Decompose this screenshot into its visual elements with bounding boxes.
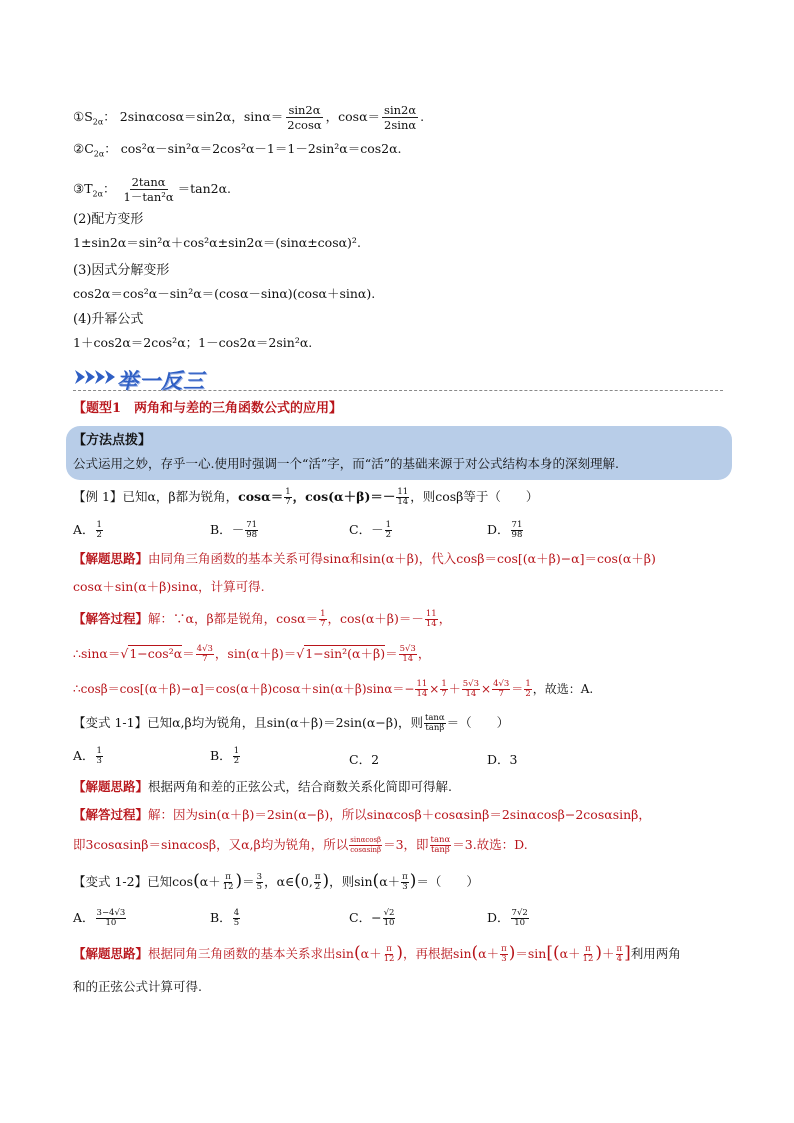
example-tag: 【例 1】 [73,489,123,504]
option-label: B． [210,910,232,925]
sign: − [371,910,382,925]
fraction [96,909,127,928]
numerator: 1 [96,520,102,530]
numerator: 5√3 [462,679,479,689]
section-formula-3: cos2α＝cos²α－sin²α＝(cosα－sinα)(cosα＋sinα). [73,286,376,301]
formula-label: ③T [73,181,93,196]
denominator: 7 [441,689,447,699]
variant12-option-c [349,908,396,928]
fraction [319,610,326,629]
denominator: 3 [96,756,102,766]
proc-text: ＝ [385,646,398,661]
fraction [96,521,103,540]
formula-part: ＝tan2α. [177,181,232,196]
idea-text: 利用两角 [630,946,681,961]
denominator: 2 [525,689,531,699]
numerator: 1 [441,679,447,689]
variant11-proc [73,806,651,824]
numerator: sinαcosβ [350,836,382,844]
fraction [256,873,263,892]
numerator: 4√3 [493,679,510,689]
numerator: tanα [424,713,445,723]
proc-text: ， [438,611,452,626]
numerator: π [585,944,591,954]
example-tag: 【变式 1-1】 [73,715,148,730]
formula-label: ②C [73,141,94,156]
idea-text: ，再根据sin [403,946,472,961]
option-label: A． [73,748,95,763]
numerator: π [386,944,392,954]
variant11-proc-line2 [73,836,528,855]
example1-idea-2: cosα＋sin(α＋β)sinα，计算可得. [73,579,265,594]
formula-part: 2sinαcosα＝sin2α，sinα＝ [119,109,284,124]
example1-proc-line2: ∴sinα＝√1−cos²α＝ $\frac{4√3}{7}$ ，sin(α＋β)＝√1−sin²(α＋β)＝ $\frac{5√3}{14}$ ， [73,644,431,664]
denominator: 14 [397,497,409,507]
proc-text: 解：∵α，β都是锐角，cosα＝ [148,611,319,626]
denominator: 5 [233,918,240,928]
numerator: π [501,944,507,954]
denominator: 1－tan²α [123,190,174,204]
proc-text: ，cos(α＋β)＝－ [327,611,424,626]
numerator: π [225,872,231,882]
fraction [462,680,480,699]
fraction [500,945,508,964]
numerator: sin2α [288,103,321,117]
radicand: 1−sin²(α＋β) [305,646,386,661]
numerator: 4 [233,908,240,918]
numerator: 7√2 [511,908,528,918]
denominator: 2 [233,756,240,766]
proc-text: × [429,682,440,696]
question-text: ，cos(α＋β)＝－ [292,489,396,504]
variant11-option-a [73,746,104,766]
fraction [96,747,103,766]
denominator: cosαsinβ [350,846,382,854]
sign: － [231,522,245,537]
idea-tag: 【解题思路】 [73,779,149,794]
question-text: α＋ [379,874,401,889]
fraction [383,909,396,928]
proc-text: ∴sinα＝ [73,646,121,661]
numerator: 4√3 [196,644,213,654]
denominator: 14 [402,654,414,664]
fraction [396,488,409,507]
fraction [399,645,417,664]
example1-question [73,488,538,507]
numerator: π [616,944,623,954]
idea-tag: 【解题思路】 [73,946,149,961]
numerator: tanα [430,835,451,845]
numerator: 1 [233,746,240,756]
numerator: π [402,872,408,882]
fraction [385,521,392,540]
numerator: 71 [246,520,258,530]
sep: ： [103,109,116,124]
denominator: 98 [511,530,523,540]
numerator: 11 [397,487,409,497]
question-text: 已知α,β均为锐角，且sin(α＋β)＝2sin(α−β)，则 [147,715,423,730]
example1-idea [73,550,656,568]
denominator: 2cosα [287,118,322,132]
option-label: C． [349,752,372,767]
option-label: B． [210,748,232,763]
denominator: 5 [256,882,263,892]
numerator: 11 [425,609,437,619]
variant11-option-c [349,750,379,768]
option-value: 2 [371,752,380,767]
denominator: 10 [105,918,117,928]
formula-t2a [73,175,231,204]
variant11-option-b [210,746,241,766]
question-text: 已知α，β都为锐角， [122,489,239,504]
question-text: 0, [300,874,313,889]
fraction [511,521,524,540]
option-label: D． [487,522,510,537]
fraction [383,945,396,964]
denominator: 2sinα [384,118,417,132]
formula-sub: 2α [93,149,105,159]
proc-text: ＝ [182,646,195,661]
numerator: sin2α [384,103,417,117]
section-formula-2: 1±sin2α＝sin²α＋cos²α±sin2α＝(sinα±cosα)². [73,235,361,250]
question-text: ，α∈ [264,874,295,889]
numerator: 1 [525,679,531,689]
example1-option-a [73,520,104,540]
variant12-question: 【变式 1-2】已知cos(α＋ $\frac{\pi}{12}$ )＝ $\frac{3}{5}$ ，α∈(0, $\frac{\pi}{2}$ )，则sin(α＋ $\frac{\pi}{3}$ )＝（ ） [73,871,479,892]
fraction [314,873,322,892]
idea-text: α＋ [559,946,581,961]
option-value: 3 [509,752,518,767]
fraction [430,836,452,855]
topic-title: 【题型1 两角和与差的三角函数公式的应用】 [73,401,343,416]
denominator: 2 [385,530,392,540]
denominator: tanβ [425,723,445,733]
fraction [222,873,235,892]
variant12-idea-2: 和的正弦公式计算可得. [73,979,202,994]
proc-text: ，sin(α＋β)＝ [214,646,297,661]
option-label: D． [487,752,510,767]
formula-part: ，cosα＝ [325,109,381,124]
numerator: π [314,872,321,882]
fraction [440,680,447,699]
formula-sub: 2α [92,189,104,199]
formula-part: . [420,109,425,124]
section-formula-4: 1＋cos2α＝2cos²α；1－cos2α＝2sin²α. [73,335,313,350]
denominator: tanβ [430,845,450,855]
banner-logo [73,364,213,393]
sign: － [371,522,384,537]
fraction [425,610,438,629]
method-text: 公式运用之妙，存乎一心.使用时强调一个“活”字，而“活”的基础来源于对公式结构本身的深刻理解. [73,456,620,471]
variant11-idea [73,778,452,796]
idea-text: ＝sin [515,946,547,961]
proc-text: 解：因为sin(α＋β)＝2sin(α−β)，所以sinαcosβ＋cosαsinβ＝2sinαcosβ−2cosαsinβ， [148,807,651,822]
example1-proc [73,610,451,629]
example1-proc-line3 [73,680,593,699]
denominator: 7 [498,689,504,699]
denominator: 2 [314,882,321,892]
option-label: C． [349,522,372,537]
option-label: D． [487,910,510,925]
denominator: 14 [425,619,437,629]
question-text: ，则cosβ等于（ ） [410,489,539,504]
question-text: ＝ [242,874,255,889]
numerator: 2tanα [131,175,166,189]
proc-text: 即3cosαsinβ＝sinαcosβ，又α,β均为锐角，所以 [73,837,349,852]
separator-line [73,390,723,391]
proc-text: ＝3.故选：D. [452,837,528,852]
denominator: 4 [616,954,623,964]
numerator: 71 [511,520,523,530]
proc-tag: 【解答过程】 [73,611,149,626]
section-heading-2: (2)配方变形 [73,212,144,227]
fraction [415,680,428,699]
denominator: 2 [96,530,102,540]
numerator: 1 [385,520,392,530]
denominator: 10 [514,918,526,928]
fraction [382,103,418,132]
option-label: A． [73,522,95,537]
question-text: α＋ [199,874,221,889]
formula-expr: cos²α－sin²α＝2cos²α－1＝1－2sin²α＝cos2α. [120,141,402,156]
idea-text: 由同角三角函数的基本关系可得sinα和sin(α＋β)，代入cosβ＝cos[(α＋β)−α]＝cos(α＋β) [148,551,656,566]
question-text: cosα＝ [238,489,284,504]
fraction [233,747,240,766]
fraction [424,714,446,733]
formula-label: ①S [73,109,93,124]
sep: ： [104,141,117,156]
example1-option-d [487,520,524,540]
fraction [582,945,595,964]
option-label: C． [349,910,372,925]
proc-text: ， [417,646,431,661]
fraction [285,103,323,132]
option-label: B． [210,522,232,537]
fraction [349,836,382,855]
denominator: 14 [416,689,428,699]
banner-title: 举一反三 [117,368,205,393]
numerator: √2 [383,908,395,918]
denominator: 12 [383,954,395,964]
variant12-option-a [73,908,127,928]
proc-text: ＝3，即 [383,837,429,852]
denominator: 98 [246,530,258,540]
numerator: 3−4√3 [96,908,126,918]
proc-text: ＝ [511,682,524,696]
formula-sub: 2α [92,117,104,127]
variant12-idea: 【解题思路】根据同角三角函数的基本关系求出sin(α＋ $\frac{\pi}{12}$ )，再根据sin(α＋ $\frac{\pi}{3}$ )＝sin[(α＋ $\frac{\pi}{12}$ )＋ $\frac{\pi}{4}$ ]利用两角 [73,943,681,964]
denominator: 7 [202,654,208,664]
fraction [284,488,291,507]
formula-c2a [73,140,402,164]
radicand: 1−cos²α [129,646,183,661]
denominator: 10 [383,918,395,928]
numerator: 3 [256,872,263,882]
example1-option-c [349,520,393,540]
denominator: 7 [285,497,291,507]
denominator: 3 [501,954,507,964]
numerator: 1 [96,746,102,756]
idea-text: 根据同角三角函数的基本关系求出sin [148,946,354,961]
variant12-option-b [210,908,241,928]
numerator: 1 [285,487,291,497]
fraction [524,680,531,699]
proc-tag: 【解答过程】 [73,807,149,822]
proc-text: × [481,682,492,696]
idea-tag: 【解题思路】 [73,551,149,566]
formula-s2a [73,103,424,132]
question-text: ＝（ ） [416,874,479,889]
denominator: 12 [582,954,594,964]
variant11-question [73,714,509,733]
idea-text: ＋ [602,946,615,961]
idea-text: α＋ [360,946,382,961]
proc-text: ∴cosβ＝cos[(α＋β)−α]＝cos(α＋β)cosα＋sin(α＋β)sinα＝− [73,682,415,696]
variant11-option-d [487,750,517,768]
fraction [492,680,510,699]
example-tag: 【变式 1-2】 [73,874,148,889]
proc-text: ，故选：A. [532,682,594,696]
question-text: ，则sin [329,874,373,889]
fraction [616,945,624,964]
sep: ： [103,181,116,196]
example1-option-b [210,520,259,540]
denominator: 14 [465,689,477,699]
fraction [233,909,240,928]
proc-text: ＋ [448,682,461,696]
question-text: 已知cos [147,874,194,889]
method-heading: 【方法点拨】 [73,433,152,448]
fraction [122,175,176,204]
section-heading-4: (4)升幂公式 [73,312,144,327]
fraction [511,909,529,928]
numerator: 11 [416,679,428,689]
denominator: 12 [222,882,234,892]
idea-text: 根据两角和差的正弦公式，结合商数关系化简即可得解. [148,779,452,794]
fraction [196,645,214,664]
section-heading-3: (3)因式分解变形 [73,263,170,278]
option-label: A． [73,910,95,925]
question-text: ＝（ ） [446,715,510,730]
idea-text: α＋ [478,946,500,961]
denominator: 3 [402,882,408,892]
denominator: 7 [320,619,326,629]
numerator: 5√3 [399,644,416,654]
numerator: 1 [320,609,326,619]
variant12-option-d [487,908,530,928]
fraction [245,521,258,540]
fraction [401,873,409,892]
